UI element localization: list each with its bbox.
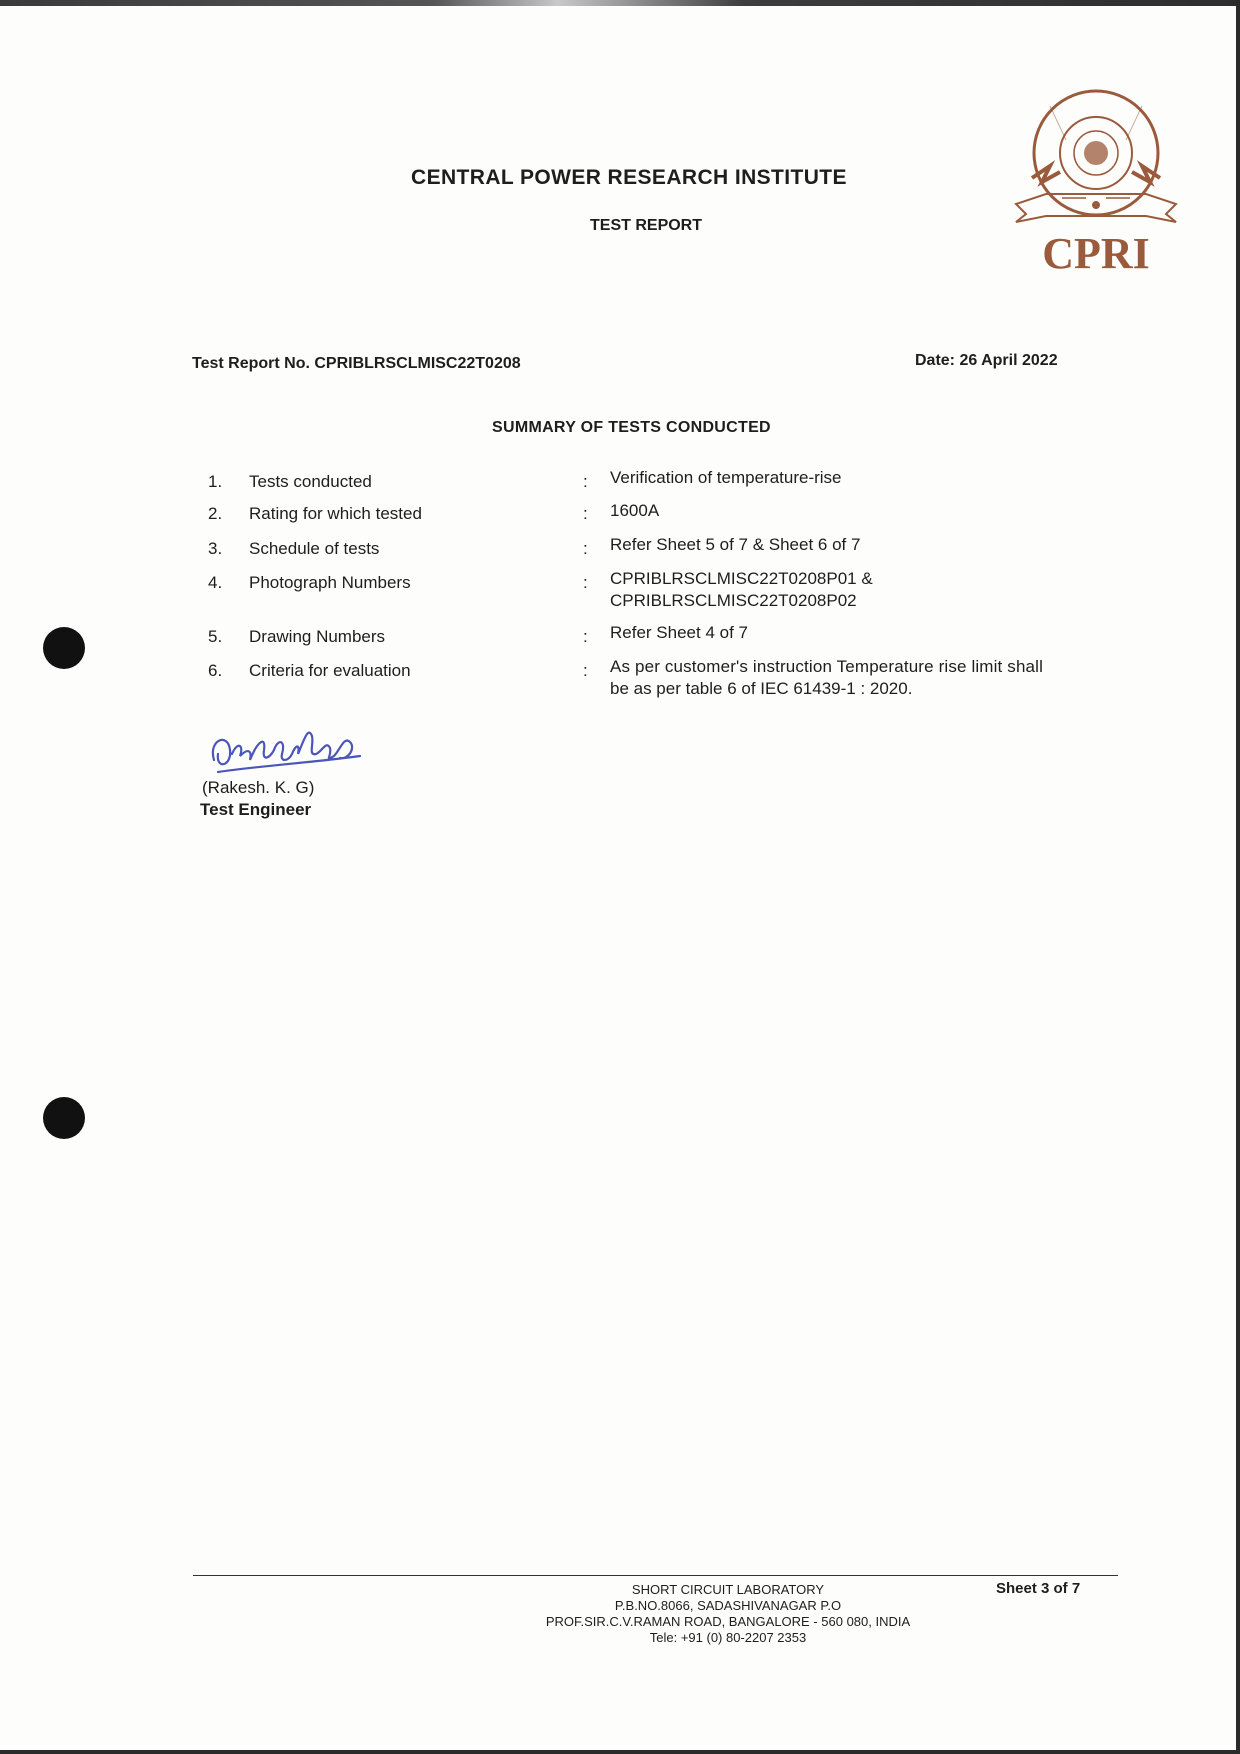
- scan-edge-right: [1236, 0, 1240, 1754]
- signatory-name: (Rakesh. K. G): [202, 778, 315, 797]
- footer-address: [448, 1582, 1008, 1646]
- row-value-line-2: be as per table 6 of IEC 61439-1 : 2020.: [610, 679, 913, 698]
- handwritten-signature: [208, 710, 368, 780]
- footer-lab-name: SHORT CIRCUIT LABORATORY: [631, 1582, 825, 1597]
- logo-seal: [1016, 91, 1176, 222]
- row-label: Photograph Numbers: [249, 573, 411, 592]
- footer-street: PROF.SIR.C.V.RAMAN ROAD, BANGALORE - 560 080, INDIA: [545, 1614, 911, 1629]
- row-label: Tests conducted: [249, 472, 372, 491]
- summary-title: SUMMARY OF TESTS CONDUCTED: [492, 419, 771, 436]
- scan-edge-bottom: [0, 1750, 1240, 1754]
- row-value-line-1: CPRIBLRSCLMISC22T0208P01 &: [610, 569, 873, 588]
- punch-hole-lower: [43, 1097, 85, 1139]
- row-label: Criteria for evaluation: [249, 661, 411, 680]
- row-number: 1.: [208, 472, 223, 491]
- row-value: Verification of temperature-rise: [610, 468, 842, 487]
- scan-edge-top: [0, 0, 1240, 6]
- row-number: 2.: [208, 504, 223, 523]
- row-colon: :: [583, 504, 588, 523]
- row-label: Schedule of tests: [249, 539, 380, 558]
- footer-po-box: P.B.NO.8066, SADASHIVANAGAR P.O: [614, 1598, 842, 1613]
- institute-name: CENTRAL POWER RESEARCH INSTITUTE: [411, 166, 847, 189]
- row-colon: :: [583, 539, 588, 558]
- report-number: Test Report No. CPRIBLRSCLMISC22T0208: [192, 355, 521, 372]
- footer-phone: Tele: +91 (0) 80-2207 2353: [649, 1630, 807, 1645]
- logo-text: CPRI: [1042, 229, 1150, 278]
- row-colon: :: [583, 573, 588, 592]
- cpri-logo: [1006, 86, 1186, 282]
- row-label: Rating for which tested: [249, 504, 422, 523]
- row-number: 5.: [208, 627, 223, 646]
- row-number: 4.: [208, 573, 223, 592]
- footer-divider: [193, 1575, 1118, 1576]
- row-colon: :: [583, 661, 588, 680]
- row-label: Drawing Numbers: [249, 627, 386, 646]
- report-date: Date: 26 April 2022: [915, 352, 1058, 369]
- row-value: 1600A: [610, 501, 660, 520]
- row-colon: :: [583, 472, 588, 491]
- row-value: Refer Sheet 4 of 7: [610, 623, 748, 642]
- punch-hole-upper: [43, 627, 85, 669]
- row-number: 3.: [208, 539, 223, 558]
- signatory-role: Test Engineer: [200, 800, 312, 819]
- row-colon: :: [583, 627, 588, 646]
- row-number: 6.: [208, 661, 223, 680]
- row-value-line-1: As per customer's instruction Temperature rise limit shall: [610, 657, 1044, 676]
- row-value-line-2: CPRIBLRSCLMISC22T0208P02: [610, 591, 857, 610]
- row-value: Refer Sheet 5 of 7 & Sheet 6 of 7: [610, 535, 861, 554]
- report-type: TEST REPORT: [590, 217, 703, 234]
- sheet-number: Sheet 3 of 7: [996, 1580, 1081, 1597]
